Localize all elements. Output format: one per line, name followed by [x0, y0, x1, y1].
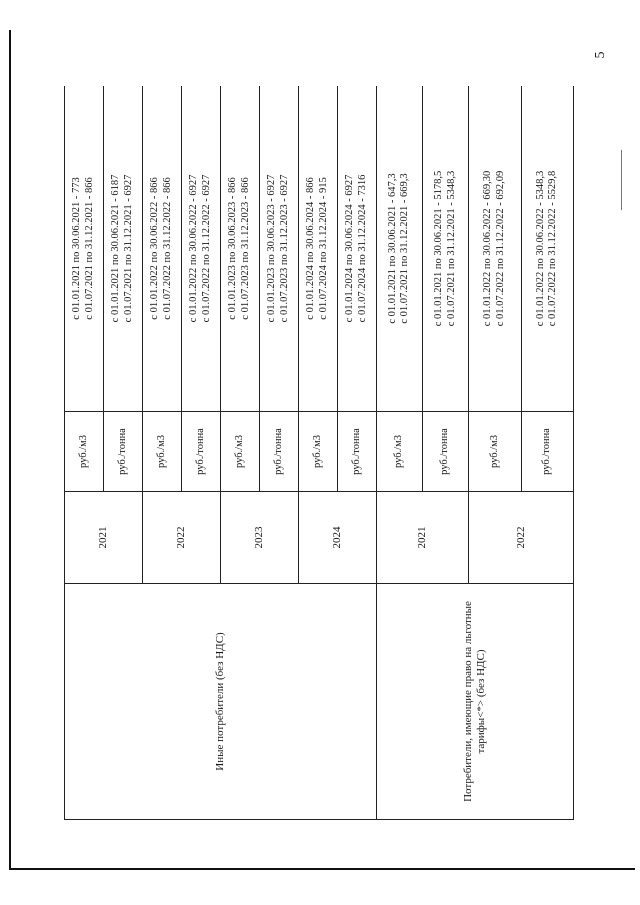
tariff-period-line: с 01.07.2024 по 31.12.2024 - 915 — [317, 177, 329, 320]
scan-bottom-border — [9, 868, 635, 870]
tariff-period-line: с 01.01.2023 по 30.06.2023 - 6927 — [266, 174, 278, 323]
tariff-period-line: с 01.07.2021 по 31.12.2021 - 6927 — [122, 174, 134, 323]
tariff-period-line: с 01.01.2022 по 30.06.2022 - 669,30 — [482, 170, 494, 327]
table-row — [376, 86, 422, 820]
tariff-table-frame — [64, 86, 574, 820]
tariff-period-line: с 01.07.2021 по 31.12.2021 - 866 — [83, 177, 95, 320]
tariff-periods-cell — [521, 86, 573, 412]
tariff-periods-cell — [65, 86, 104, 412]
tariff-periods-cell — [220, 86, 259, 412]
consumer-category-cell: Потребители, имеющие право на льготные тарифы<*> (без НДС) — [376, 584, 573, 820]
tariff-periods-cell — [469, 86, 521, 412]
tariff-periods-cell — [259, 86, 298, 412]
tariff-period-line: с 01.07.2021 по 31.12.2021 - 5348,3 — [445, 170, 457, 327]
unit-cell: руб./м3 — [65, 412, 104, 492]
tariff-period-line: с 01.01.2022 по 30.06.2022 - 5348,3 — [534, 170, 546, 327]
scan-right-mark — [621, 150, 622, 210]
tariff-periods-cell — [423, 86, 469, 412]
year-cell: 2021 — [376, 492, 468, 584]
tariff-period-line: с 01.07.2023 по 31.12.2023 - 866 — [239, 177, 251, 320]
unit-cell: руб./тонна — [181, 412, 220, 492]
year-cell: 2021 — [65, 492, 143, 584]
tariff-periods-cell — [142, 86, 181, 412]
unit-cell: руб./тонна — [259, 412, 298, 492]
tariff-table-body — [65, 86, 574, 820]
tariff-period-line: с 01.07.2022 по 31.12.2022 - 692,09 — [494, 170, 506, 327]
unit-cell: руб./м3 — [142, 412, 181, 492]
tariff-periods-cell — [103, 86, 142, 412]
tariff-period-line: с 01.07.2022 по 31.12.2022 - 5529,8 — [547, 170, 559, 327]
tariff-periods-cell — [376, 86, 422, 412]
unit-cell: руб./м3 — [220, 412, 259, 492]
year-cell: 2024 — [298, 492, 376, 584]
tariff-table — [64, 86, 574, 820]
tariff-period-line: с 01.01.2024 по 30.06.2024 - 6927 — [344, 174, 356, 323]
unit-cell: руб./м3 — [469, 412, 521, 492]
tariff-periods-cell — [337, 86, 376, 412]
tariff-period-line: с 01.07.2022 по 31.12.2022 - 866 — [161, 177, 173, 320]
tariff-period-line: с 01.07.2024 по 31.12.2024 - 7316 — [356, 174, 368, 323]
tariff-period-line: с 01.01.2021 по 30.06.2021 - 773 — [71, 177, 83, 320]
tariff-periods-cell — [181, 86, 220, 412]
scan-left-border — [9, 30, 11, 870]
tariff-period-line: с 01.01.2021 по 30.06.2021 - 6187 — [110, 174, 122, 323]
year-cell: 2022 — [142, 492, 220, 584]
tariff-period-line: с 01.01.2021 по 30.06.2021 - 647,3 — [386, 173, 398, 324]
tariff-period-line: с 01.01.2022 по 30.06.2022 - 866 — [149, 177, 161, 320]
tariff-periods-cell — [298, 86, 337, 412]
unit-cell: руб./тонна — [337, 412, 376, 492]
unit-cell: руб./тонна — [521, 412, 573, 492]
unit-cell: руб./м3 — [298, 412, 337, 492]
tariff-period-line: с 01.01.2023 по 30.06.2023 - 866 — [227, 177, 239, 320]
tariff-period-line: с 01.01.2024 по 30.06.2024 - 866 — [305, 177, 317, 320]
tariff-period-line: с 01.01.2022 по 30.06.2022 - 6927 — [188, 174, 200, 323]
unit-cell: руб./тонна — [103, 412, 142, 492]
year-cell: 2023 — [220, 492, 298, 584]
unit-cell: руб./м3 — [376, 412, 422, 492]
unit-cell: руб./тонна — [423, 412, 469, 492]
year-cell: 2022 — [469, 492, 574, 584]
tariff-period-line: с 01.07.2023 по 31.12.2023 - 6927 — [278, 174, 290, 323]
table-row — [65, 86, 104, 820]
consumer-category-cell: Иные потребители (без НДС) — [65, 584, 377, 820]
tariff-period-line: с 01.07.2021 по 31.12.2021 - 669,3 — [399, 173, 411, 324]
page-number: 5 — [593, 51, 608, 59]
rotated-table-wrapper — [64, 86, 574, 820]
tariff-period-line: с 01.07.2022 по 31.12.2022 - 6927 — [200, 174, 212, 323]
tariff-period-line: с 01.01.2021 по 30.06.2021 - 5178,5 — [433, 170, 445, 327]
